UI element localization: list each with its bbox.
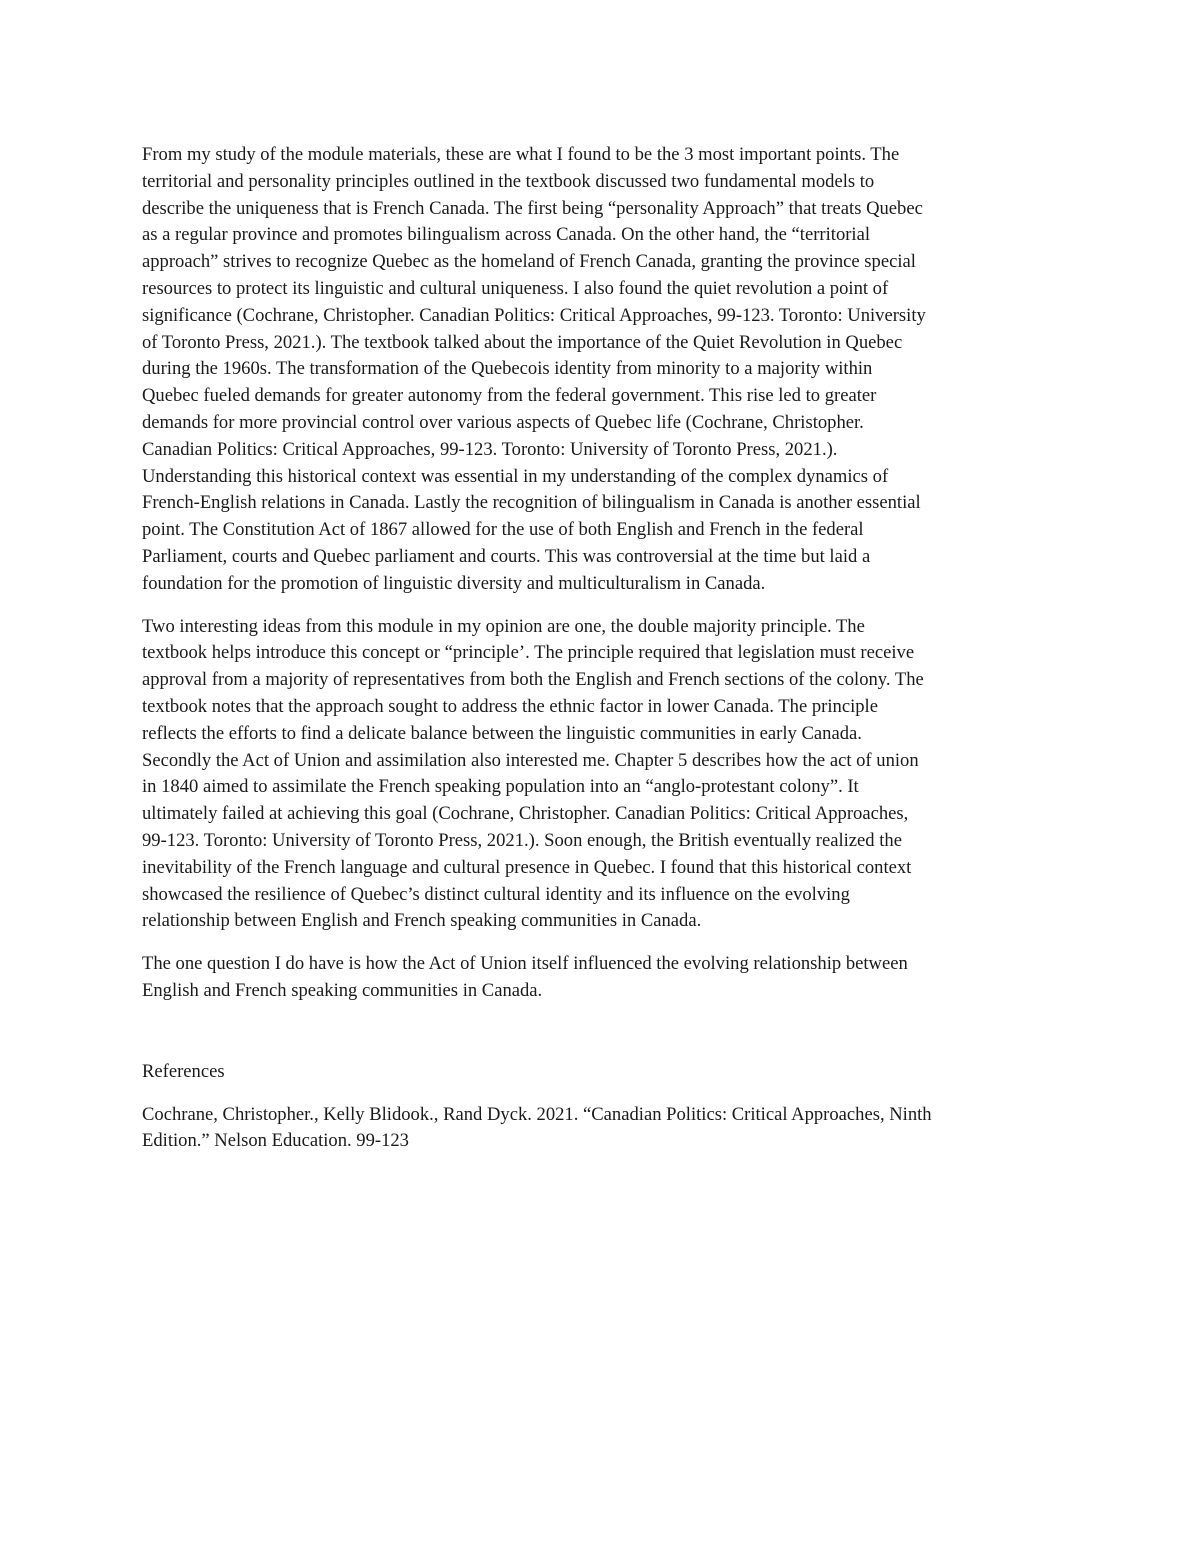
paragraph-interesting-ideas: Two interesting ideas from this module in my opinion are one, the double majority principle. The textbook helps introduce this concept or “principle’. The principle required that legislation must receive approval from a majority of representatives from both the English and French sections of the colony. The textbook notes that the approach sought to address the ethnic factor in lower Canada. The principle reflects the efforts to find a delicate balance between the linguistic communities in early Canada. Secondly the Act of Union and assimilation also interested me. Chapter 5 describes how the act of union in 1840 aimed to assimilate the French speaking population into an “anglo-protestant colony”. It ultimately failed at achieving this goal (Cochrane, Christopher. Canadian Politics: Critical Approaches, 99-123. Toronto: University of Toronto Press, 2021.). Soon enough, the British eventually realized the inevitability of the French language and cultural presence in Quebec. I found that this historical context showcased the resilience of Quebec’s distinct cultural identity and its influence on the evolving relationship between English and French speaking communities in Canada. bbox=[142, 615, 924, 932]
paragraph-important-points: From my study of the module materials, these are what I found to be the 3 most important points. The territorial and personality principles outlined in the textbook discussed two fundamental models to describe the uniqueness that is French Canada. The first being “personality Approach” that treats Quebec as a regular province and promotes bilingualism across Canada. On the other hand, the “territorial approach” strives to recognize Quebec as the homeland of French Canada, granting the province special resources to protect its linguistic and cultural uniqueness. I also found the quiet revolution a point of significance (Cochrane, Christopher. Canadian Politics: Critical Approaches, 99-123. Toronto: University of Toronto Press, 2021.). The textbook talked about the importance of the Quiet Revolution in Quebec during the 1960s. The transformation of the Quebecois identity from minority to a majority within Quebec fueled demands for greater autonomy from the federal government. This rise led to greater demands for more provincial control over various aspects of Quebec life (Cochrane, Christopher. Canadian Politics: Critical Approaches, 99-123. Toronto: University of Toronto Press, 2021.). Understanding this historical context was essential in my understanding of the complex dynamics of French-English relations in Canada. Lastly the recognition of bilingualism in Canada is another essential point. The Constitution Act of 1867 allowed for the use of both English and French in the federal Parliament, courts and Quebec parliament and courts. This was controversial at the time but laid a foundation for the promotion of linguistic diversity and multiculturalism in Canada. bbox=[142, 144, 926, 594]
reference-entry: Cochrane, Christopher., Kelly Blidook., Rand Dyck. 2021. “Canadian Politics: Critical Approaches, Ninth Edition.” Nelson Education. 99-123 bbox=[142, 1103, 932, 1152]
references-heading: References bbox=[142, 1060, 225, 1082]
paragraph-question: The one question I do have is how the Act of Union itself influenced the evolving relationship between English and French speaking communities in Canada. bbox=[142, 953, 908, 1001]
section-spacer bbox=[142, 1021, 1062, 1059]
document-body bbox=[142, 142, 1062, 1155]
